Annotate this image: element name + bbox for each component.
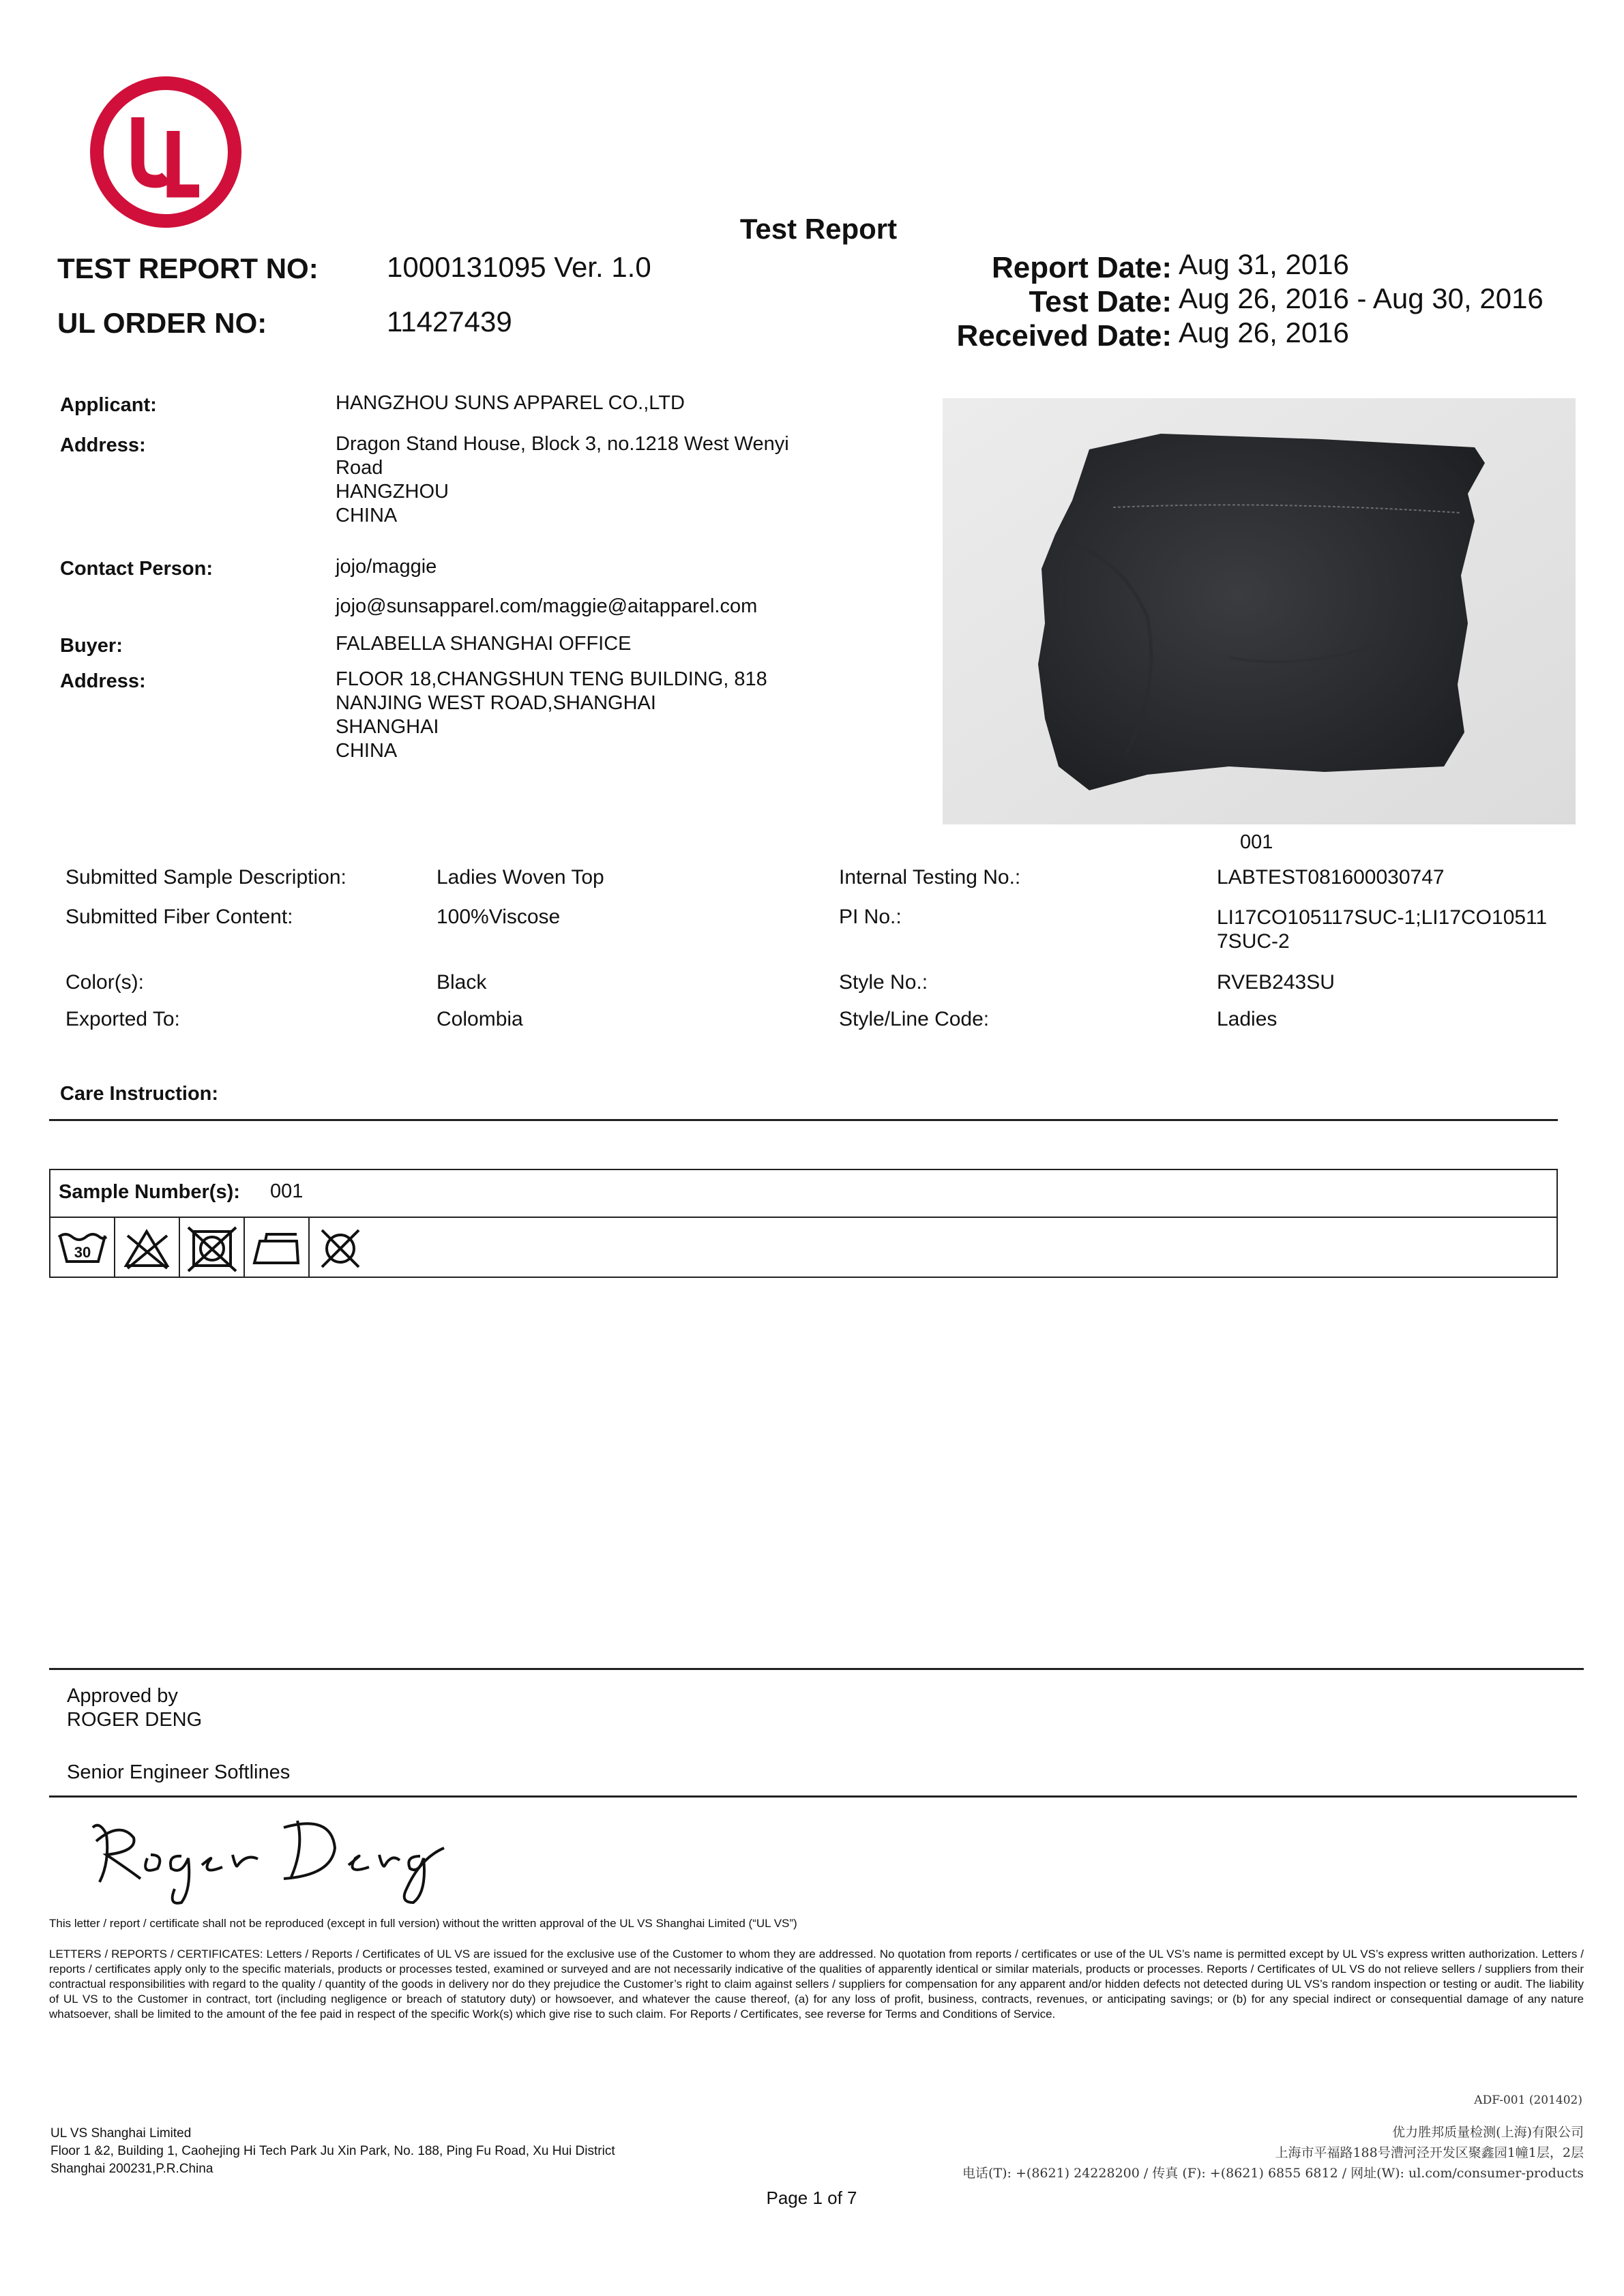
report-no-label: TEST REPORT NO: bbox=[57, 252, 319, 284]
sample-number: 001 bbox=[270, 1180, 304, 1202]
order-no-label: UL ORDER NO: bbox=[57, 307, 267, 339]
report-date: Aug 31, 2016 bbox=[1179, 248, 1349, 280]
care-divider bbox=[49, 1119, 1558, 1121]
page-number: Page 1 of 7 bbox=[766, 2188, 857, 2208]
received-date: Aug 26, 2016 bbox=[1179, 316, 1349, 348]
footer-address-2: Shanghai 200231,P.R.China bbox=[50, 2162, 213, 2176]
care-cell-1 bbox=[50, 1218, 115, 1278]
photo-caption: 001 bbox=[1240, 831, 1273, 853]
desc-label: Submitted Sample Description: bbox=[65, 866, 346, 889]
footer-address-1: Floor 1 &2, Building 1, Caohejing Hi Tech Park Ju Xin Park, No. 188, Ping Fu Road, Xu Hui District bbox=[50, 2144, 615, 2158]
approval-divider-top bbox=[49, 1668, 1584, 1670]
footer-company: UL VS Shanghai Limited bbox=[50, 2126, 192, 2141]
test-date: Aug 26, 2016 - Aug 30, 2016 bbox=[1179, 282, 1544, 314]
disclaimer-paragraph: LETTERS / REPORTS / CERTIFICATES: Letters / Reports / Certificates of UL VS are issued for the exclusive use of the Customer to whom they are addressed. No quotation from reports / certificates or use of the UL VS’s name is permitted except by UL VS’s express written authorization. Letters / reports / certificates apply only to the specific materials, products or processes tested, examined or surveyed and are not necessarily indicative of the qualities of apparently identical or similar materials, products or processes. Reports / Certificates of UL VS do not relieve sellers / suppliers from their contractual responsibilities with regard to the quality / quantity of the goods in delivery nor do they prejudice the Customer’s right to claim against sellers / suppliers for compensation for any apparent and/or hidden defects not detected during UL VS’s random inspection or testing or audit. The liability of UL VS to the Customer in contract, tort (including negligence or breach of statutory duty) or howsoever, and whatever the cause thereof, (a) for any loss of profit, business, contracts, revenues, or anticipating savings; or (b) for any special indirect or consequential damage of any nature whatsoever, shall be limited to the amount of the fee paid in respect of the specific Work(s) which give rise to such claim. For Reports / Certificates, see reverse for Terms and Conditions of Service. bbox=[49, 1948, 1584, 2021]
desc-value: Ladies Woven Top bbox=[437, 866, 604, 889]
buyer-address: FLOOR 18,CHANGSHUN TENG BUILDING, 818 NANJING WEST ROAD,SHANGHAI SHANGHAI CHINA bbox=[336, 668, 767, 762]
approver-name: ROGER DENG bbox=[67, 1709, 203, 1731]
order-no: 11427439 bbox=[387, 305, 512, 338]
garment-image bbox=[943, 398, 1576, 824]
do-not-dry-clean-icon bbox=[310, 1218, 373, 1278]
approver-title: Senior Engineer Softlines bbox=[67, 1761, 291, 1783]
buyer-name: FALABELLA SHANGHAI OFFICE bbox=[336, 633, 632, 655]
approved-by-label: Approved by bbox=[67, 1685, 178, 1707]
line-value: Ladies bbox=[1217, 1008, 1278, 1030]
reproduction-notice: This letter / report / certificate shall not be reproduced (except in full version) without the written approval of the UL VS Shanghai Limited (“UL VS”) bbox=[49, 1917, 797, 1930]
test-date-label: Test Date: bbox=[1029, 285, 1172, 318]
svg-text:30: 30 bbox=[74, 1244, 91, 1261]
style-label: Style No.: bbox=[839, 971, 928, 994]
applicant-address: Dragon Stand House, Block 3, no.1218 West Wenyi Road HANGZHOU CHINA bbox=[336, 433, 789, 526]
footer-cn-company: 优力胜邦质量检测(上海)有限公司 bbox=[1392, 2125, 1584, 2140]
exported-value: Colombia bbox=[437, 1008, 523, 1030]
buyer-label: Buyer: bbox=[60, 635, 123, 657]
do-not-bleach-icon bbox=[115, 1218, 179, 1278]
exported-label: Exported To: bbox=[65, 1008, 180, 1030]
internal-label: Internal Testing No.: bbox=[839, 866, 1021, 889]
received-date-label: Received Date: bbox=[956, 319, 1172, 353]
pi-label: PI No.: bbox=[839, 906, 902, 928]
footer-cn-address: 上海市平福路188号漕河泾开发区聚鑫园1幢1层，2层 bbox=[1275, 2145, 1584, 2160]
line-label: Style/Line Code: bbox=[839, 1008, 990, 1030]
care-cell-4 bbox=[245, 1218, 310, 1278]
contact-person-label: Contact Person: bbox=[60, 558, 213, 580]
applicant-address-label: Address: bbox=[60, 434, 146, 456]
wash-30-icon bbox=[50, 1218, 114, 1278]
care-cell-2 bbox=[115, 1218, 180, 1278]
applicant-label: Applicant: bbox=[60, 394, 157, 416]
color-value: Black bbox=[437, 971, 487, 994]
report-date-label: Report Date: bbox=[991, 251, 1172, 284]
internal-value: LABTEST081600030747 bbox=[1217, 866, 1445, 889]
color-label: Color(s): bbox=[65, 971, 145, 994]
footer-cn-contact: 电话(T): +(8621) 24228200 / 传真 (F): +(8621) 6855 6812 / 网址(W): ul.com/consumer-products bbox=[962, 2166, 1584, 2181]
contact-email: jojo@sunsapparel.com/maggie@aitapparel.com bbox=[336, 595, 758, 617]
style-value: RVEB243SU bbox=[1217, 971, 1335, 994]
approval-divider-bottom bbox=[49, 1795, 1577, 1798]
form-code: ADF-001 (201402) bbox=[1474, 2093, 1582, 2107]
buyer-address-label: Address: bbox=[60, 670, 146, 692]
contact-person: jojo/maggie bbox=[336, 556, 437, 578]
care-cell-3 bbox=[180, 1218, 245, 1278]
fiber-value: 100%Viscose bbox=[437, 906, 561, 928]
applicant-name: HANGZHOU SUNS APPAREL CO.,LTD bbox=[336, 392, 685, 414]
report-no: 1000131095 Ver. 1.0 bbox=[387, 251, 651, 283]
signature bbox=[79, 1800, 447, 1909]
do-not-tumble-dry-icon bbox=[180, 1218, 243, 1278]
sample-number-label: Sample Number(s): bbox=[59, 1181, 240, 1203]
iron-low-icon bbox=[245, 1218, 308, 1278]
sample-photo bbox=[943, 398, 1576, 824]
fiber-label: Submitted Fiber Content: bbox=[65, 906, 293, 928]
pi-value: LI17CO105117SUC-1;LI17CO10511 7SUC-2 bbox=[1217, 906, 1548, 953]
care-cell-5 bbox=[310, 1218, 373, 1278]
care-heading: Care Instruction: bbox=[60, 1083, 219, 1105]
report-title: Test Report bbox=[739, 213, 898, 245]
ul-logo bbox=[89, 75, 243, 229]
